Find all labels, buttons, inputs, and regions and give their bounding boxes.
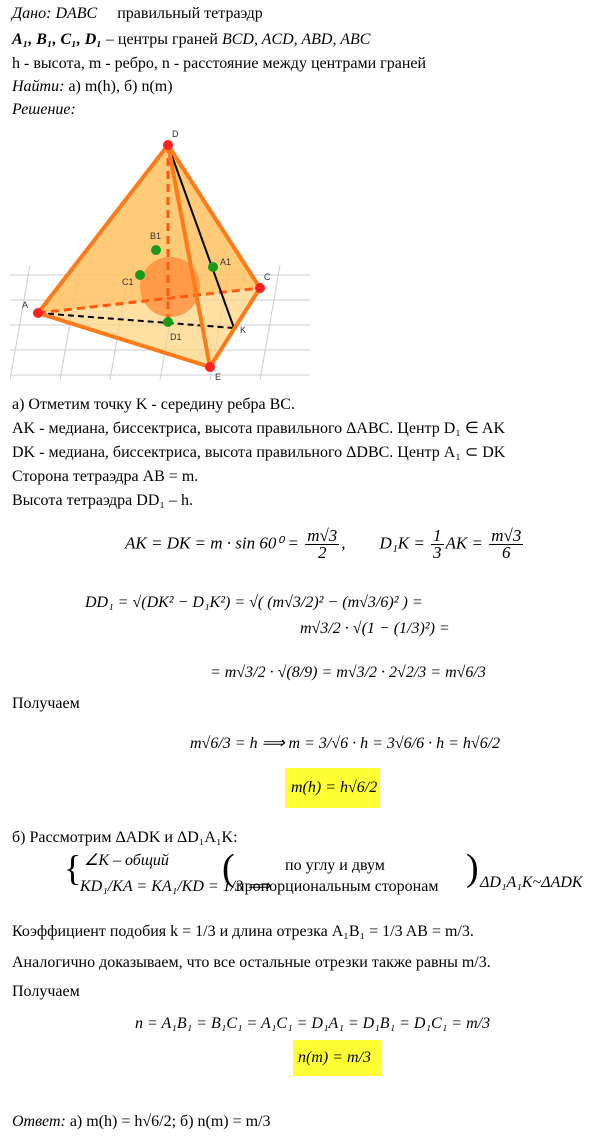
equation-dd1-cont: m√3/2 · √(1 − (1/3)²) = bbox=[300, 620, 450, 637]
answer-label: Ответ: bbox=[12, 1113, 66, 1130]
solution-label: Решение: bbox=[12, 101, 76, 118]
eq1-ak: AK = bbox=[445, 533, 483, 553]
equation-dd1-result: = m√3/2 · √(8/9) = m√3/2 · 2√2/3 = m√6/3 bbox=[210, 664, 486, 681]
system-line2: KD₁/KA = KA₁/KD = 1/3 ⟹ bbox=[80, 878, 271, 895]
obtain-label-b: Получаем bbox=[12, 983, 80, 1000]
part-b-line1: б) Рассмотрим ΔADK и ΔD₁A₁K: bbox=[12, 829, 238, 846]
given-line bbox=[12, 4, 263, 24]
paren-line1: по углу и двум bbox=[285, 857, 385, 874]
eq1-comma: , bbox=[341, 533, 346, 553]
coef-line: Коэффициент подобия k = 1/3 и длина отрезка A₁B₁ = 1/3 AB = m/3. bbox=[12, 923, 474, 940]
part-a-line4: Сторона тетраэдра AB = m. bbox=[12, 468, 199, 485]
vertex-c bbox=[255, 283, 265, 293]
equation-m-of-h: m√6/3 = h ⟹ m = 3/√6 · h = 3√6/6 · h = h√6/2 bbox=[190, 735, 501, 752]
eq1-frac3 bbox=[489, 528, 523, 561]
eq2-part2: √( (m√3/2)² − (m√3/6)² ) = bbox=[249, 594, 423, 611]
vertex-d bbox=[163, 140, 173, 150]
label-c1: C1 bbox=[122, 277, 134, 287]
tetrahedron-figure bbox=[10, 125, 310, 385]
eq1-frac1-num: m√3 bbox=[307, 526, 338, 545]
center-d1 bbox=[163, 317, 173, 327]
eq1-d1k: D₁K = bbox=[379, 533, 425, 553]
equation-n: n = A₁B₁ = B₁C₁ = A₁C₁ = D₁A₁ = D₁B₁ = D₁C₁ = m/3 bbox=[135, 1015, 491, 1032]
obtain-label-a: Получаем bbox=[12, 695, 80, 712]
part-a-line3: DK - медиана, биссектриса, высота правильного ΔDBC. Центр A₁ ⊂ DK bbox=[12, 444, 506, 461]
label-c: C bbox=[264, 272, 271, 282]
paren-close: ) bbox=[466, 847, 479, 889]
final-answer bbox=[12, 1112, 271, 1132]
equation-ak-dk bbox=[125, 528, 525, 561]
h-line: h - высота, m - ребро, n - расстояние между центрами граней bbox=[12, 55, 427, 72]
centers-desc: – центры граней bbox=[101, 31, 222, 48]
label-a1: A1 bbox=[220, 257, 232, 267]
eq1-frac2 bbox=[431, 528, 444, 561]
eq2-part1: DD₁ = √(DK² − D₁K²) = bbox=[85, 594, 246, 611]
eq1-frac1-den: 2 bbox=[305, 544, 339, 561]
find-label: Найти: bbox=[12, 78, 65, 95]
centers-line bbox=[12, 30, 370, 50]
tetra-desc: правильный тетраэдр bbox=[117, 5, 263, 22]
label-d1: D1 bbox=[170, 332, 182, 342]
eq1-frac2-num: 1 bbox=[433, 526, 442, 545]
label-b1: B1 bbox=[150, 231, 162, 241]
part-a-line5: Высота тетраэдра DD₁ – h. bbox=[12, 492, 193, 509]
tetra-name: DABC bbox=[55, 5, 98, 22]
paren-line2: пропорциональным сторонам bbox=[236, 878, 439, 895]
eq1-lhs: AK = DK = m · sin 60⁰ = bbox=[125, 533, 299, 553]
eq1-frac1 bbox=[305, 528, 339, 561]
equation-dd1 bbox=[85, 592, 423, 614]
find-line bbox=[12, 77, 173, 97]
paren-open: ( bbox=[222, 847, 235, 889]
part-a-line1: а) Отметим точку K - середину ребра BC. bbox=[12, 396, 295, 413]
part-a-line2: AK - медиана, биссектриса, высота правильного ΔABC. Центр D₁ ∈ AK bbox=[12, 420, 505, 437]
label-d: D bbox=[172, 129, 179, 139]
answer-b-box: n(m) = m/3 bbox=[298, 1049, 372, 1066]
eq1-frac3-num: m√3 bbox=[491, 526, 522, 545]
answer-text: а) m(h) = h√6/2; б) n(m) = m/3 bbox=[65, 1113, 271, 1130]
analog-line: Аналогично доказываем, что все остальные отрезки также равны m/3. bbox=[12, 954, 491, 971]
label-k: K bbox=[240, 325, 247, 335]
similarity: ΔD₁A₁K~ΔADK bbox=[480, 874, 583, 891]
center-b1 bbox=[151, 245, 161, 255]
centers-list: A₁, B₁, C₁, D₁ bbox=[12, 31, 102, 48]
answer-a-box: m(h) = h√6/2 bbox=[291, 779, 378, 796]
faces-list: BCD, ACD, ABD, ABC bbox=[221, 31, 371, 48]
vertex-e bbox=[205, 362, 215, 372]
eq1-frac2-den: 3 bbox=[433, 543, 442, 562]
system-brace: { bbox=[64, 848, 82, 888]
label-a: A bbox=[22, 300, 29, 310]
given-label: Дано: bbox=[12, 5, 52, 22]
system-line1: ∠K – общий bbox=[84, 852, 169, 869]
center-c1 bbox=[135, 270, 145, 280]
center-a1 bbox=[208, 262, 218, 272]
vertex-a bbox=[33, 308, 43, 318]
eq1-frac3-den: 6 bbox=[489, 544, 523, 561]
find-text: а) m(h), б) n(m) bbox=[64, 78, 173, 95]
label-e: E bbox=[215, 372, 222, 382]
